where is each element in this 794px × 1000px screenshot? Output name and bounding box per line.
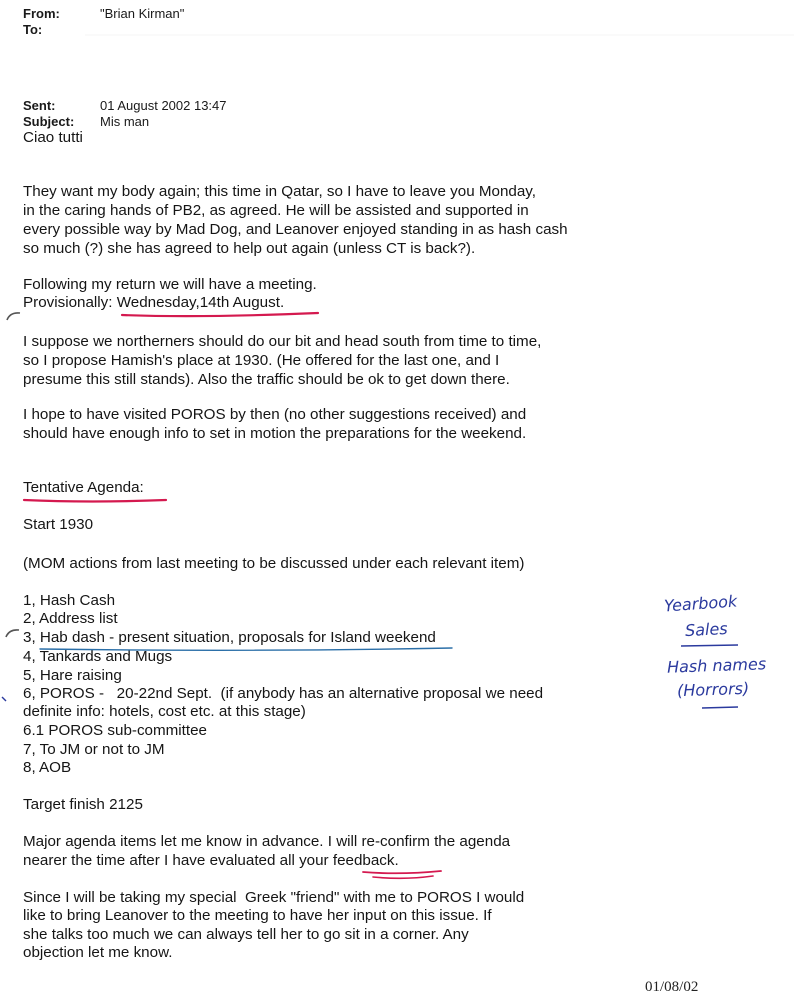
punch-mark	[6, 630, 19, 637]
para5-line: Major agenda items let me know in advance. I will re-confirm the agenda	[23, 833, 511, 850]
para1-line: so much (?) she has agreed to help out again (unless CT is back?).	[23, 240, 476, 257]
margin-tick-mark	[2, 697, 6, 701]
agenda-item: 8, AOB	[23, 759, 72, 776]
para3-line: presume this still stands). Also the traffic should be ok to get down there.	[23, 371, 510, 388]
mom-note: (MOM actions from last meeting to be discussed under each relevant item)	[23, 555, 525, 572]
agenda-item: 2, Address list	[23, 610, 118, 627]
note-underline-mark	[702, 707, 738, 708]
para1-line: every possible way by Mad Dog, and Leanover enjoyed standing in as hash cash	[23, 221, 568, 238]
punch-mark	[7, 313, 20, 320]
sent-label: Sent:	[23, 98, 56, 113]
feedback-word: feedback.	[332, 852, 399, 869]
greeting: Ciao tutti	[23, 129, 83, 146]
sent-value: 01 August 2002 13:47	[100, 98, 227, 113]
handwritten-note: Hash names	[666, 654, 767, 677]
para3-line: so I propose Hamish's place at 1930. (He offered for the last one, and I	[23, 352, 500, 369]
para4-line: I hope to have visited POROS by then (no other suggestions received) and	[23, 406, 527, 423]
agenda-item: 4, Tankards and Mugs	[23, 648, 173, 665]
target-finish: Target finish 2125	[23, 796, 143, 813]
para6-line: like to bring Leanover to the meeting to have her input on this issue. If	[23, 907, 492, 924]
from-value: "Brian Kirman"	[100, 6, 185, 21]
start-time: Start 1930	[23, 516, 94, 533]
feedback-underline-mark	[373, 876, 433, 878]
footer-date: 01/08/02	[645, 979, 699, 995]
agenda-item: 3, Hab dash - present situation, proposals for Island weekend	[23, 629, 436, 646]
handwritten-note: Yearbook	[663, 591, 738, 616]
para6-line: she talks too much we can always tell her to go sit in a corner. Any	[23, 926, 469, 943]
provisionally-label: Provisionally:	[23, 294, 117, 311]
agenda-item: 6, POROS - 20-22nd Sept. (if anybody has an alternative proposal we need	[23, 685, 544, 702]
handwritten-note: (Horrors)	[676, 678, 750, 701]
para4-line: should have enough info to set in motion the preparations for the weekend.	[23, 425, 527, 442]
para5-line	[23, 852, 399, 871]
feedback-underline-mark	[363, 871, 441, 873]
agenda-underline-mark	[24, 500, 166, 502]
para1-line: in the caring hands of PB2, as agreed. He will be assisted and supported in	[23, 202, 529, 219]
agenda-item: definite info: hotels, cost etc. at this stage)	[23, 703, 306, 720]
para5-prefix: nearer the time after I have evaluated all your	[23, 852, 333, 869]
para2-line: Following my return we will have a meeting.	[23, 276, 317, 293]
note-underline-mark	[681, 645, 738, 646]
from-label: From:	[23, 6, 60, 21]
agenda-item: 5, Hare raising	[23, 667, 122, 684]
para3-line: I suppose we northerners should do our bit and head south from time to time,	[23, 333, 542, 350]
subject-label: Subject:	[23, 114, 75, 129]
para2-line	[23, 294, 284, 313]
para6-line: Since I will be taking my special Greek "friend" with me to POROS I would	[23, 889, 525, 906]
meeting-date: Wednesday,14th August.	[116, 294, 285, 311]
para6-line: objection let me know.	[23, 944, 173, 961]
date-underline-mark	[122, 313, 318, 316]
agenda-item: 6.1 POROS sub-committee	[23, 722, 208, 739]
agenda-item: 1, Hash Cash	[23, 592, 116, 609]
handwritten-note: Sales	[684, 618, 729, 641]
to-label: To:	[23, 22, 43, 37]
agenda-item: 7, To JM or not to JM	[23, 741, 165, 758]
subject-value: Mis man	[100, 114, 150, 129]
agenda-heading: Tentative Agenda:	[23, 479, 144, 496]
para1-line: They want my body again; this time in Qatar, so I have to leave you Monday,	[23, 183, 536, 200]
